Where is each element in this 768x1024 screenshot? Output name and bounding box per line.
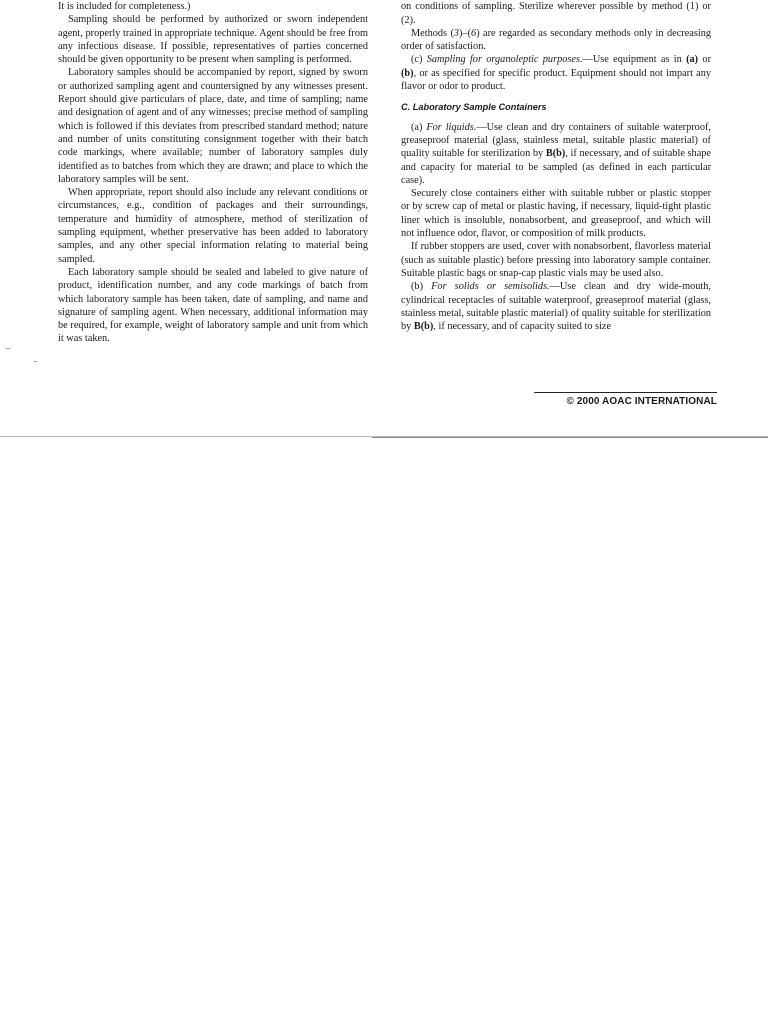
paragraph-rubber-stoppers: If rubber stoppers are used, cover with nonabsorbent, flavorless material (such as suitable plastic) before pressing into laboratory sample container. Suitable plastic bags or snap-cap plastic vials may be used also.: [401, 241, 711, 279]
paragraph-treatment-choice: on conditions of sampling. Sterilize wherever possible by method (1) or (2).: [401, 1, 711, 26]
paragraph-sample-report: Laboratory samples should be accompanied by report, signed by sworn or authorized sampling agent and countersigned by any witnesses present. Report should give particulars of place, date, and time of sampling; name and designation of agent and of any witnesses; precise method of sampling which is followed if this deviates from prescribed standard method; nature and number of units constituting consignment together with their batch code markings, where available; number of laboratory samples duly identified as to batches from which they are drawn; and place to which the laboratory samples will be sent.: [58, 67, 368, 185]
copyright-footer: © 2000 AOAC INTERNATIONAL: [566, 396, 717, 407]
paragraph-report-conditions: When appropriate, report should also include any relevant conditions or circumstances, e.g., condition of packages and their surroundings, temperature and humidity of atmosphere, method of sterilization of sampling equipment, whether preservative has been added to laboratory samples, and any other special information relating to material being sampled.: [58, 187, 368, 265]
paragraph-sample-labeling: Each laboratory sample should be sealed and labeled to give nature of product, identification number, and any code markings of batch from which laboratory sample has been taken, date of sampling, and name and signature of sampling agent. When necessary, additional information may be required, for example, weight of laboratory sample and unit from which it was taken.: [58, 266, 368, 345]
scan-speck: [6, 348, 10, 349]
right-column: [401, 0, 711, 333]
paragraph-continuation: It is included for completeness.): [58, 1, 191, 12]
paragraph-for-solids: (b) For solids or semisolids.—Use clean and dry wide-mouth, cylindrical receptacles of suitable waterproof, greaseproof material (glass, stainless metal, suitable plastic material) of quality suitable for sterilization by B(b), if necessary, and of capacity suited to size: [401, 281, 711, 333]
section-heading: C. Laboratory Sample Containers: [401, 102, 547, 113]
scan-speck: [34, 361, 37, 362]
footer-rule: [534, 392, 717, 393]
paragraph-for-liquids: (a) For liquids.—Use clean and dry containers of suitable waterproof, greaseproof material (glass, stainless metal, suitable plastic material) of quality suitable for sterilization by B(b), if necessary, and of suitable shape and capacity for material to be sampled (as defined in each particular case).: [401, 121, 711, 186]
page-bottom-edge-shadow: [372, 437, 768, 438]
paragraph-secondary-methods: Methods (3)–(6) are regarded as secondary methods only in decreasing order of satisfaction.: [401, 27, 711, 53]
paragraph-container-closure: Securely close containers either with suitable rubber or plastic stopper or by screw cap of metal or plastic having, if necessary, liquid-tight plastic liner which is insoluble, nonabsorbent, and greaseproof, and which will not influence odor, flavor, or composition of milk products.: [401, 188, 711, 240]
paragraph-sampling-agent: Sampling should be performed by authorized or sworn independent agent, properly trained in appropriate technique. Agent should be free from any infectious disease. If possible, representatives of parties concerned should be given opportunity to be present when sampling is performed.: [58, 14, 368, 66]
left-column: [58, 0, 368, 346]
paragraph-organoleptic: (c) Sampling for organoleptic purposes.—Use equipment as in (a) or (b), or as specified for specific product. Equipment should not impart any flavor or odor to product.: [401, 54, 711, 93]
